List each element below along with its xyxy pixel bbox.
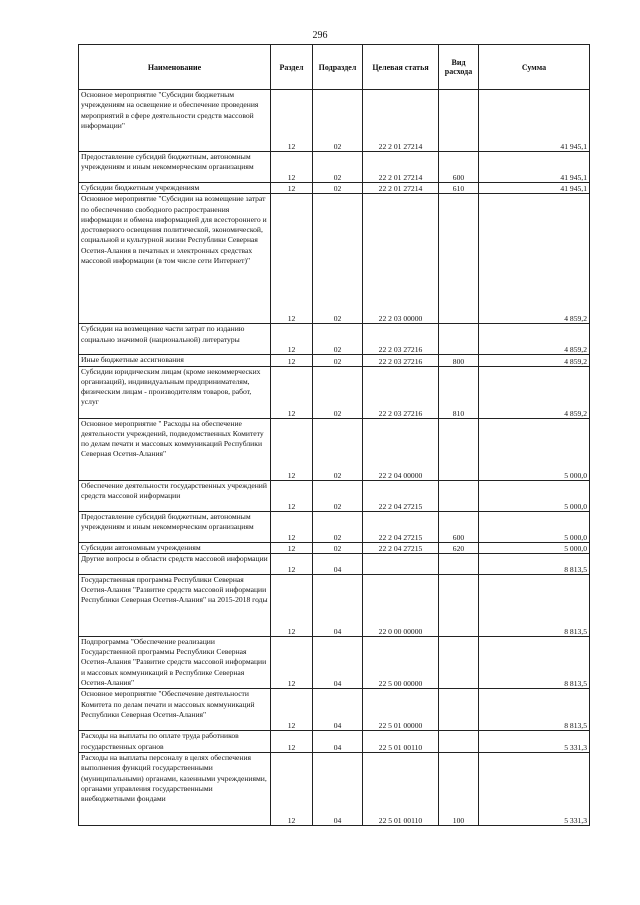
row-name-cell: Основное мероприятие "Субсидии на возмещение затрат по обеспечению свободного распространения информации и обмена информацией для всестороннего и достоверного освещения политической, экономической, социальной и культурной жизни Республики Северная Осетия-Алания в печатных и электронных средствах массовой информации (в том числе сети Интернет)" — [79, 194, 271, 324]
row-sum-cell: 8 813,5 — [479, 574, 590, 636]
row-type-cell — [439, 418, 479, 480]
row-subsection-cell: 02 — [313, 194, 363, 324]
table-row — [79, 324, 590, 355]
row-target-cell: 22 2 01 27214 — [363, 90, 439, 152]
row-name-cell: Государственная программа Республики Северная Осетия-Алания "Развитие средств массовой информации Республики Северная Осетия-Алания" на 2015-2018 годы — [79, 574, 271, 636]
row-subsection-cell: 02 — [313, 542, 363, 553]
row-sum-cell: 5 000,0 — [479, 511, 590, 542]
row-target-cell: 22 2 03 27216 — [363, 355, 439, 366]
table-row — [79, 183, 590, 194]
row-name-cell: Другие вопросы в области средств массовой информации — [79, 553, 271, 574]
row-sum-cell: 4 859,2 — [479, 324, 590, 355]
row-target-cell: 22 2 03 27216 — [363, 324, 439, 355]
row-section-cell: 12 — [271, 689, 313, 731]
table-row — [79, 752, 590, 825]
row-sum-cell: 41 945,1 — [479, 152, 590, 183]
row-section-cell: 12 — [271, 574, 313, 636]
row-name-cell: Подпрограмма "Обеспечение реализации Государственной программы Республики Северная Осетия-Алания "Развитие средств массовой информации и массовых коммуникаций в Республике Северная Осетия-Алания" — [79, 636, 271, 688]
row-name-cell: Основное мероприятие "Субсидии бюджетным учреждениям на освещение и обеспечение проведения мероприятий в сфере деятельности средств массовой информации" — [79, 90, 271, 152]
row-subsection-cell: 02 — [313, 152, 363, 183]
row-sum-cell: 41 945,1 — [479, 183, 590, 194]
row-section-cell: 12 — [271, 636, 313, 688]
row-name-cell: Расходы на выплаты персоналу в целях обеспечения выполнения функций государственными (муниципальными) органами, казенными учреждениями, органами управления государственными внебюджетными фондами — [79, 752, 271, 825]
row-section-cell: 12 — [271, 731, 313, 753]
row-sum-cell: 5 331,3 — [479, 731, 590, 753]
row-subsection-cell: 02 — [313, 480, 363, 511]
row-target-cell: 22 5 01 00110 — [363, 731, 439, 753]
row-target-cell: 22 2 04 27215 — [363, 542, 439, 553]
row-sum-cell: 4 859,2 — [479, 194, 590, 324]
row-type-cell — [439, 689, 479, 731]
row-section-cell: 12 — [271, 194, 313, 324]
column-header-subsection: Подраздел — [313, 45, 363, 90]
row-name-cell: Предоставление субсидий бюджетным, автономным учреждениям и иным некоммерческим организациям — [79, 511, 271, 542]
row-type-cell: 100 — [439, 752, 479, 825]
row-sum-cell: 8 813,5 — [479, 689, 590, 731]
column-header-sum: Сумма — [479, 45, 590, 90]
row-type-cell: 620 — [439, 542, 479, 553]
row-section-cell: 12 — [271, 752, 313, 825]
row-section-cell: 12 — [271, 183, 313, 194]
row-subsection-cell: 02 — [313, 511, 363, 542]
row-name-cell: Расходы на выплаты по оплате труда работников государственных органов — [79, 731, 271, 753]
row-subsection-cell: 02 — [313, 355, 363, 366]
row-name-cell: Иные бюджетные ассигнования — [79, 355, 271, 366]
row-target-cell: 22 2 04 27215 — [363, 480, 439, 511]
row-sum-cell: 8 813,5 — [479, 553, 590, 574]
row-type-cell: 610 — [439, 183, 479, 194]
row-subsection-cell: 02 — [313, 90, 363, 152]
row-target-cell: 22 2 01 27214 — [363, 183, 439, 194]
row-name-cell: Субсидии на возмещение части затрат по изданию социально значимой (национальной) литературы — [79, 324, 271, 355]
column-header-expense-type: Вид расхода — [439, 45, 479, 90]
table-row — [79, 152, 590, 183]
page-number: 296 — [312, 30, 328, 41]
row-subsection-cell: 04 — [313, 689, 363, 731]
row-sum-cell: 5 331,3 — [479, 752, 590, 825]
row-name-cell: Основное мероприятие " Расходы на обеспечение деятельности учреждений, подведомственных Комитету по делам печати и массовых коммуникаций Республики Северная Осетия-Алания" — [79, 418, 271, 480]
table-row — [79, 480, 590, 511]
row-section-cell: 12 — [271, 355, 313, 366]
row-subsection-cell: 02 — [313, 366, 363, 418]
table-row — [79, 355, 590, 366]
row-target-cell: 22 5 01 00000 — [363, 689, 439, 731]
row-target-cell: 22 5 01 00110 — [363, 752, 439, 825]
row-type-cell: 600 — [439, 511, 479, 542]
table-row — [79, 418, 590, 480]
table-row — [79, 731, 590, 753]
column-header-name: Наименование — [79, 45, 271, 90]
row-section-cell: 12 — [271, 324, 313, 355]
row-subsection-cell: 04 — [313, 553, 363, 574]
row-type-cell — [439, 324, 479, 355]
row-type-cell — [439, 553, 479, 574]
row-subsection-cell: 04 — [313, 574, 363, 636]
column-header-section: Раздел — [271, 45, 313, 90]
table-row — [79, 194, 590, 324]
row-section-cell: 12 — [271, 553, 313, 574]
table-row — [79, 689, 590, 731]
table-row — [79, 636, 590, 688]
row-type-cell — [439, 636, 479, 688]
row-name-cell: Предоставление субсидий бюджетным, автономным учреждениям и иным некоммерческим организациям — [79, 152, 271, 183]
row-sum-cell: 4 859,2 — [479, 366, 590, 418]
row-type-cell — [439, 574, 479, 636]
row-section-cell: 12 — [271, 366, 313, 418]
table-header-row — [79, 45, 590, 90]
row-target-cell: 22 2 01 27214 — [363, 152, 439, 183]
row-sum-cell: 5 000,0 — [479, 480, 590, 511]
row-section-cell: 12 — [271, 542, 313, 553]
row-sum-cell: 5 000,0 — [479, 418, 590, 480]
row-section-cell: 12 — [271, 418, 313, 480]
column-header-target: Целевая статья — [363, 45, 439, 90]
row-section-cell: 12 — [271, 152, 313, 183]
row-name-cell: Субсидии автономным учреждениям — [79, 542, 271, 553]
row-sum-cell: 41 945,1 — [479, 90, 590, 152]
row-target-cell — [363, 553, 439, 574]
table-row — [79, 574, 590, 636]
row-type-cell — [439, 480, 479, 511]
row-target-cell: 22 2 03 00000 — [363, 194, 439, 324]
row-name-cell: Субсидии юридическим лицам (кроме некоммерческих организаций), индивидуальным предпринимателям, физическим лицам - производителям товаров, работ, услуг — [79, 366, 271, 418]
row-target-cell: 22 5 00 00000 — [363, 636, 439, 688]
row-name-cell: Обеспечение деятельности государственных учреждений средств массовой информации — [79, 480, 271, 511]
row-type-cell: 800 — [439, 355, 479, 366]
row-sum-cell: 5 000,0 — [479, 542, 590, 553]
table-row — [79, 542, 590, 553]
row-type-cell — [439, 90, 479, 152]
row-type-cell — [439, 731, 479, 753]
row-subsection-cell: 02 — [313, 418, 363, 480]
row-sum-cell: 4 859,2 — [479, 355, 590, 366]
table-row — [79, 90, 590, 152]
row-subsection-cell: 02 — [313, 183, 363, 194]
row-type-cell: 810 — [439, 366, 479, 418]
row-section-cell: 12 — [271, 90, 313, 152]
row-name-cell: Субсидии бюджетным учреждениям — [79, 183, 271, 194]
row-subsection-cell: 04 — [313, 636, 363, 688]
row-subsection-cell: 02 — [313, 324, 363, 355]
row-name-cell: Основное мероприятие "Обеспечение деятельности Комитета по делам печати и массовых коммуникаций Республики Северная Осетия-Алания" — [79, 689, 271, 731]
row-sum-cell: 8 813,5 — [479, 636, 590, 688]
row-subsection-cell: 04 — [313, 731, 363, 753]
budget-table — [78, 44, 590, 826]
row-subsection-cell: 04 — [313, 752, 363, 825]
row-target-cell: 22 2 04 00000 — [363, 418, 439, 480]
row-section-cell: 12 — [271, 480, 313, 511]
row-section-cell: 12 — [271, 511, 313, 542]
row-type-cell — [439, 194, 479, 324]
row-target-cell: 22 2 03 27216 — [363, 366, 439, 418]
row-type-cell: 600 — [439, 152, 479, 183]
row-target-cell: 22 2 04 27215 — [363, 511, 439, 542]
row-target-cell: 22 0 00 00000 — [363, 574, 439, 636]
table-row — [79, 511, 590, 542]
table-row — [79, 366, 590, 418]
table-row — [79, 553, 590, 574]
